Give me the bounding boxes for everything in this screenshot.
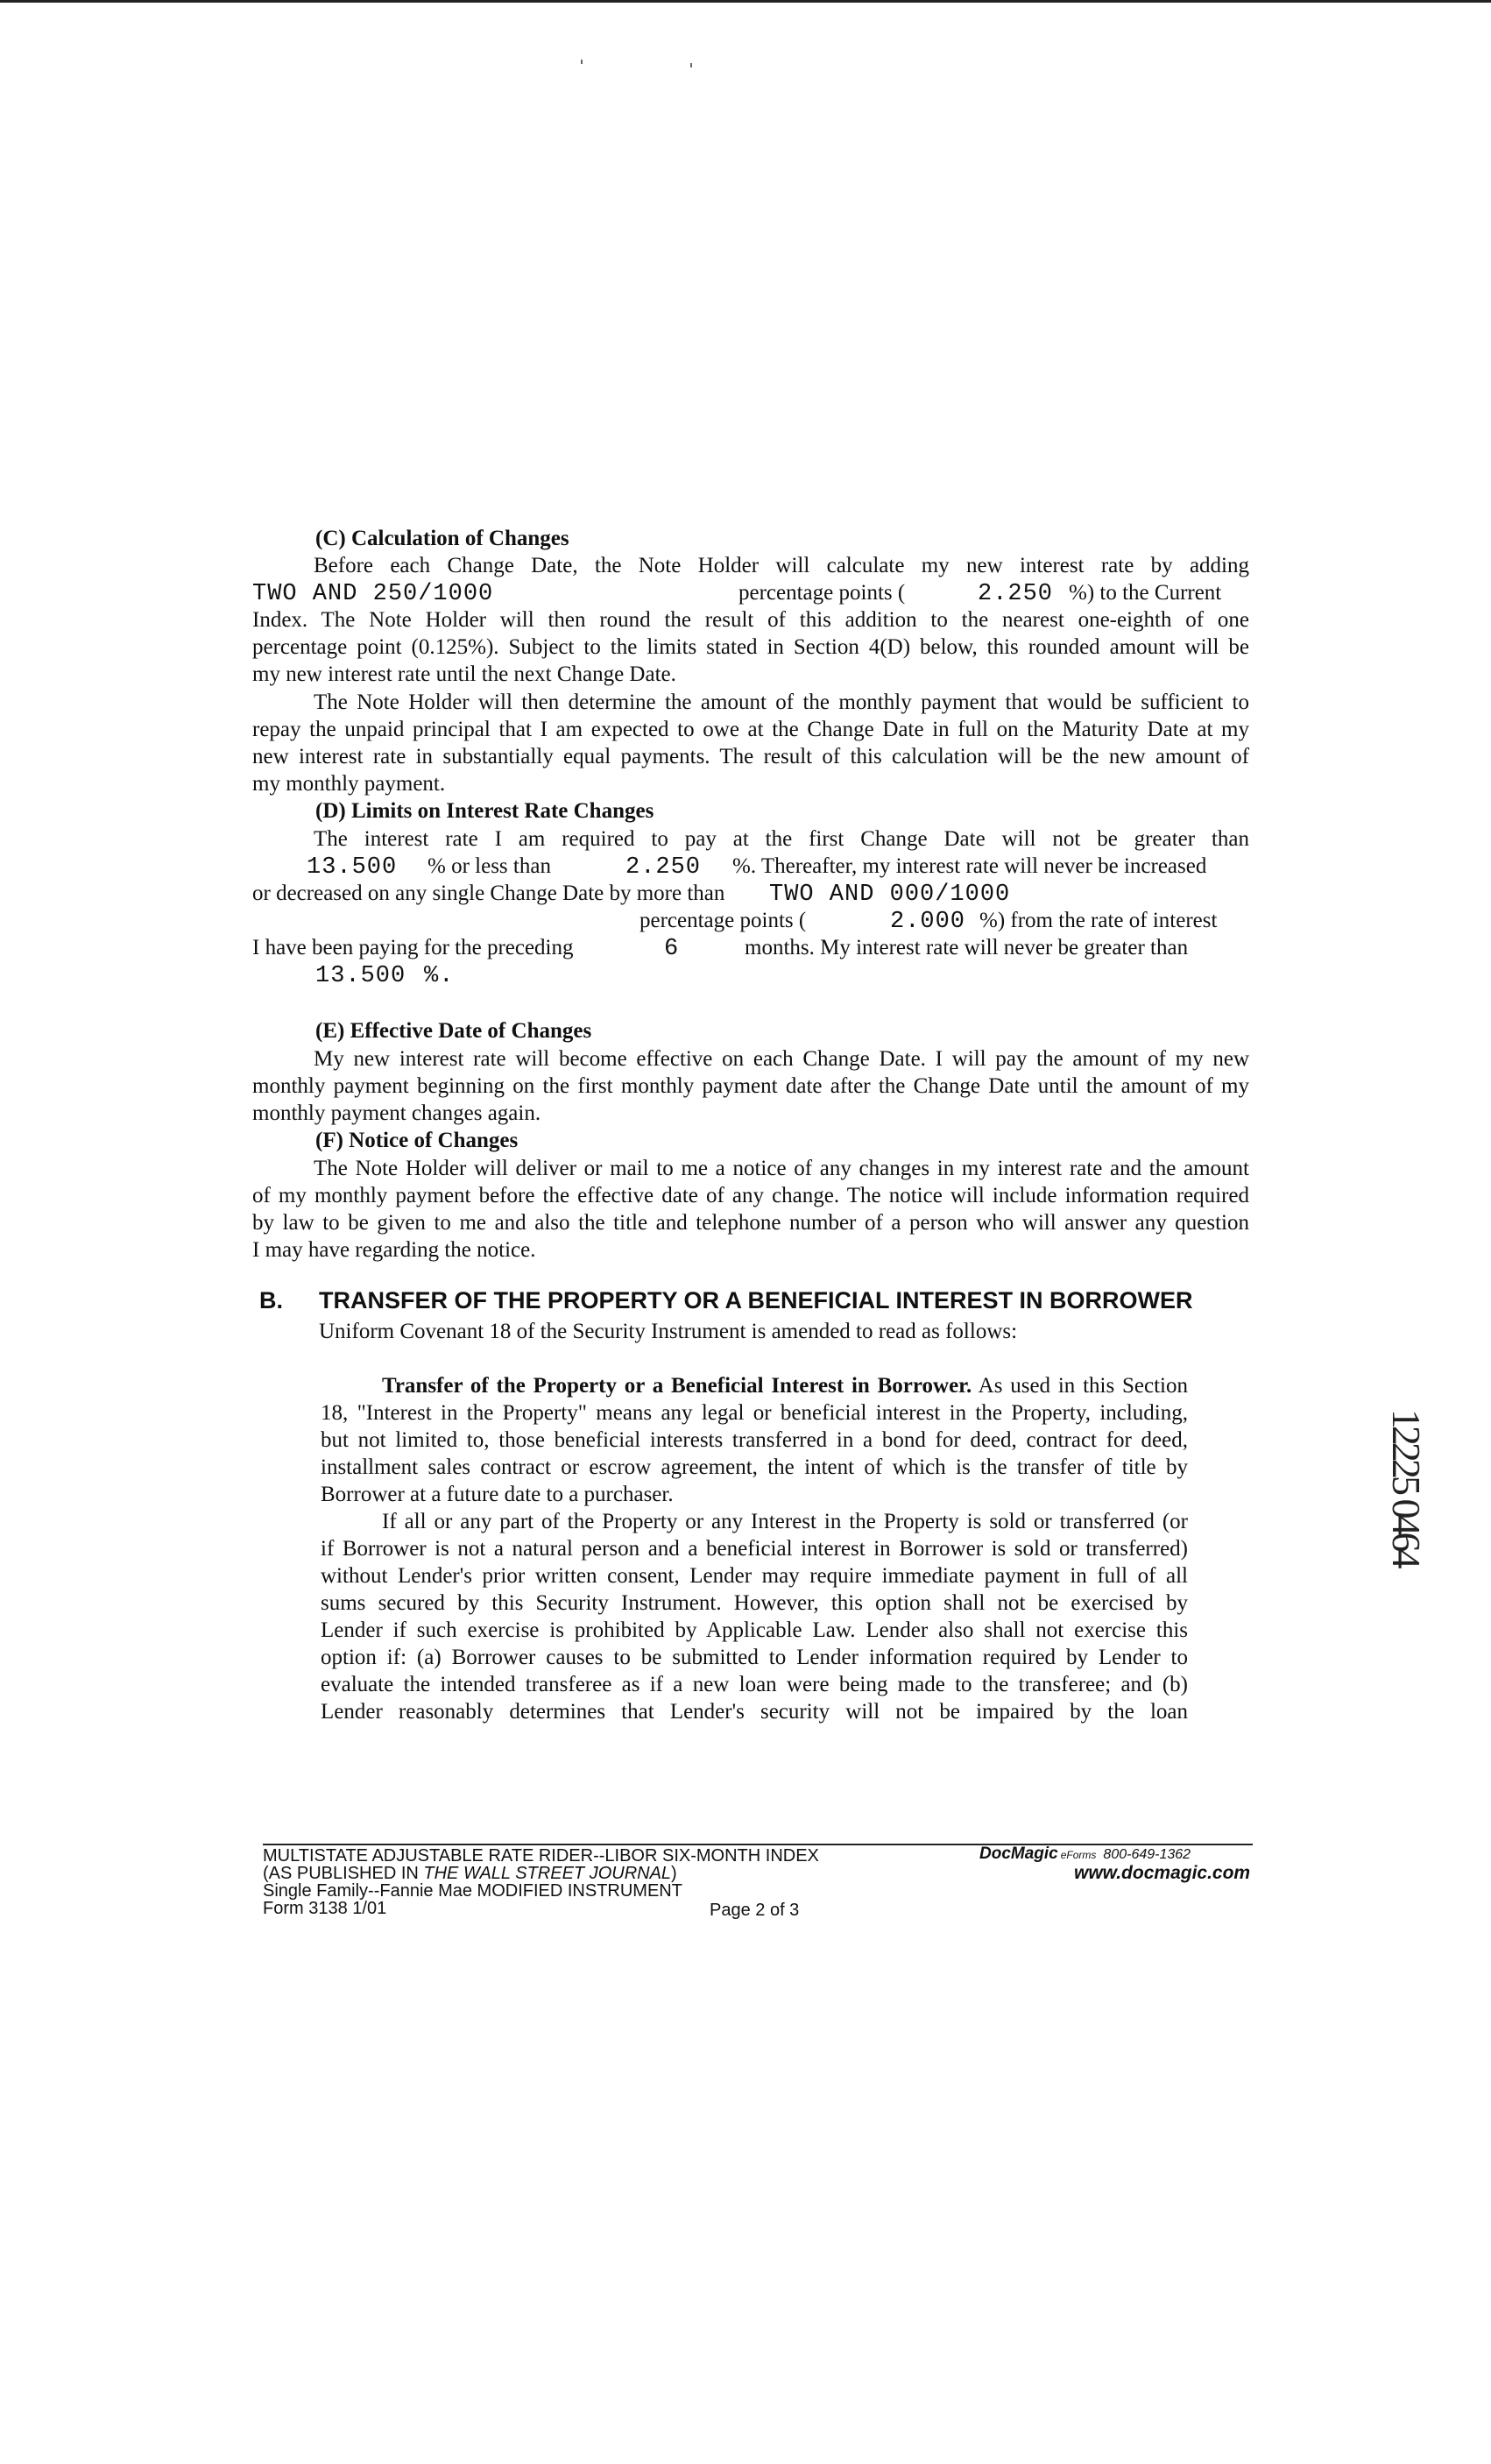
margin-words: TWO AND 250/1000 bbox=[252, 581, 494, 607]
text-line: percentage point (0.125%). Subject to the limits stated in Section 4(D) below, this rounded amount will be bbox=[252, 635, 1249, 659]
section-b-intro: Uniform Covenant 18 of the Security Instrument is amended to read as follows: bbox=[319, 1320, 1018, 1343]
text-fragment: As used in this Section bbox=[978, 1374, 1188, 1398]
text-line bbox=[252, 907, 1249, 934]
section-c-heading: (C) Calculation of Changes bbox=[315, 527, 569, 550]
text-line: evaluate the intended transferee as if a new loan were being made to the transferee; and (b) bbox=[321, 1673, 1188, 1696]
text-line: Lender reasonably determines that Lender's security will not be impaired by the loan bbox=[321, 1700, 1188, 1724]
scan-top-edge bbox=[0, 0, 1491, 3]
text-fragment: %. bbox=[424, 963, 455, 989]
section-d-heading: (D) Limits on Interest Rate Changes bbox=[315, 799, 654, 823]
brand-name: DocMagic bbox=[979, 1844, 1058, 1863]
text-line: monthly payment beginning on the first monthly payment date after the Change Date until the amount of my bbox=[252, 1074, 1249, 1098]
text-fragment: or decreased on any single Change Date by more than bbox=[252, 882, 725, 905]
text-line bbox=[252, 880, 1249, 907]
text-line: Lender if such exercise is prohibited by Applicable Law. Lender also shall not exercise this bbox=[321, 1618, 1188, 1642]
scan-speck bbox=[690, 63, 692, 67]
section-b-paragraph-2 bbox=[321, 1508, 1188, 1725]
text-fragment: ) bbox=[671, 1864, 677, 1883]
text-line: Index. The Note Holder will then round the result of this addition to the nearest one-eighth of one bbox=[252, 608, 1249, 632]
section-e-heading: (E) Effective Date of Changes bbox=[315, 1019, 592, 1043]
text-line: Before each Change Date, the Note Holder will calculate my new interest rate by adding bbox=[314, 554, 1249, 577]
text-line: new interest rate in substantially equal payments. The result of this calculation will be the new amount of bbox=[252, 745, 1249, 768]
text-fragment: percentage points ( bbox=[640, 909, 807, 932]
months-value: 6 bbox=[664, 936, 680, 962]
text-line: I may have regarding the notice. bbox=[252, 1238, 536, 1262]
periodic-cap-percent: 2.000 bbox=[890, 909, 966, 935]
text-line bbox=[252, 579, 1249, 606]
text-line bbox=[252, 853, 1249, 880]
min-first-rate: 2.250 bbox=[625, 854, 702, 881]
publication-name: THE WALL STREET JOURNAL bbox=[423, 1864, 672, 1883]
text-line: The Note Holder will deliver or mail to me a notice of any changes in my interest rate and the amount bbox=[314, 1157, 1249, 1180]
text-fragment: % or less than bbox=[428, 854, 551, 878]
text-line: my new interest rate until the next Change Date. bbox=[252, 662, 676, 686]
text-line: installment sales contract or escrow agreement, the intent of which is the transfer of title by bbox=[321, 1455, 1188, 1479]
periodic-cap-words: TWO AND 000/1000 bbox=[769, 882, 1011, 908]
text-line: my monthly payment. bbox=[252, 772, 446, 796]
section-b-paragraph-1 bbox=[321, 1372, 1188, 1508]
section-c-paragraph-2 bbox=[252, 689, 1249, 797]
section-b-title: TRANSFER OF THE PROPERTY OR A BENEFICIAL INTEREST IN BORROWER bbox=[319, 1287, 1193, 1313]
text-line: The Note Holder will then determine the amount of the monthly payment that would be sufficient to bbox=[314, 690, 1249, 714]
footer-instrument: Single Family--Fannie Mae MODIFIED INSTRUMENT bbox=[263, 1881, 682, 1901]
footer-website[interactable]: www.docmagic.com bbox=[1074, 1863, 1251, 1883]
lifetime-max-rate: 13.500 bbox=[315, 963, 406, 989]
text-fragment: %) to the Current bbox=[1069, 581, 1222, 605]
text-fragment: percentage points ( bbox=[738, 581, 906, 605]
text-fragment: %. Thereafter, my interest rate will never be increased bbox=[732, 854, 1207, 878]
text-line: by law to be given to me and also the title and telephone number of a person who will answer any question bbox=[252, 1211, 1249, 1235]
margin-percent: 2.250 bbox=[978, 581, 1054, 607]
text-fragment: (AS PUBLISHED IN bbox=[263, 1864, 424, 1883]
footer-form-number: Form 3138 1/01 bbox=[263, 1899, 387, 1918]
section-e-paragraph bbox=[252, 1045, 1249, 1127]
text-line: of my monthly payment before the effective date of any change. The notice will include information required bbox=[252, 1184, 1249, 1207]
scan-speck bbox=[581, 60, 583, 64]
footer-page-number: Page 2 of 3 bbox=[710, 1901, 800, 1920]
section-c-paragraph-1 bbox=[252, 552, 1249, 688]
max-first-rate: 13.500 bbox=[307, 854, 398, 881]
text-line bbox=[321, 1372, 1188, 1399]
text-fragment: months. My interest rate will never be greater than bbox=[745, 936, 1189, 959]
text-line bbox=[252, 961, 1249, 988]
text-line bbox=[252, 934, 1249, 961]
text-line: If all or any part of the Property or any Interest in the Property is sold or transferred (or bbox=[382, 1510, 1188, 1533]
section-f-heading: (F) Notice of Changes bbox=[315, 1129, 519, 1152]
section-f-paragraph bbox=[252, 1155, 1249, 1264]
section-d-paragraph bbox=[252, 825, 1249, 988]
text-line: Borrower at a future date to a purchaser. bbox=[321, 1483, 674, 1506]
text-line: if Borrower is not a natural person and a beneficial interest in Borrower is sold or transferred) bbox=[321, 1537, 1188, 1561]
recording-stamp: 12225 0464 bbox=[1384, 1409, 1429, 1566]
text-fragment: %) from the rate of interest bbox=[979, 909, 1218, 932]
text-line: monthly payment changes again. bbox=[252, 1101, 541, 1125]
footer-form-title: MULTISTATE ADJUSTABLE RATE RIDER--LIBOR SIX-MONTH INDEX bbox=[263, 1846, 819, 1866]
text-line: option if: (a) Borrower causes to be submitted to Lender information required by Lender to bbox=[321, 1646, 1188, 1669]
footer-publication bbox=[263, 1865, 677, 1882]
text-line: The interest rate I am required to pay at the first Change Date will not be greater than bbox=[314, 827, 1249, 851]
footer-brand bbox=[979, 1845, 1191, 1864]
text-line: but not limited to, those beneficial interests transferred in a bond for deed, contract for deed, bbox=[321, 1428, 1188, 1452]
text-line: repay the unpaid principal that I am expected to owe at the Change Date in full on the Maturity Date at my bbox=[252, 718, 1249, 741]
text-line: sums secured by this Security Instrument. However, this option shall not be exercised by bbox=[321, 1591, 1188, 1615]
brand-phone: 800-649-1362 bbox=[1103, 1847, 1191, 1862]
text-fragment: I have been paying for the preceding bbox=[252, 936, 574, 959]
text-line: 18, "Interest in the Property" means any legal or beneficial interest in the Property, including, bbox=[321, 1401, 1188, 1425]
covenant-title: Transfer of the Property or a Beneficial Interest in Borrower. bbox=[382, 1374, 972, 1398]
text-line: My new interest rate will become effective on each Change Date. I will pay the amount of my new bbox=[314, 1047, 1249, 1071]
section-b-letter: B. bbox=[259, 1287, 283, 1313]
text-line: without Lender's prior written consent, Lender may require immediate payment in full of all bbox=[321, 1564, 1188, 1588]
brand-suffix: eForms bbox=[1060, 1849, 1097, 1861]
